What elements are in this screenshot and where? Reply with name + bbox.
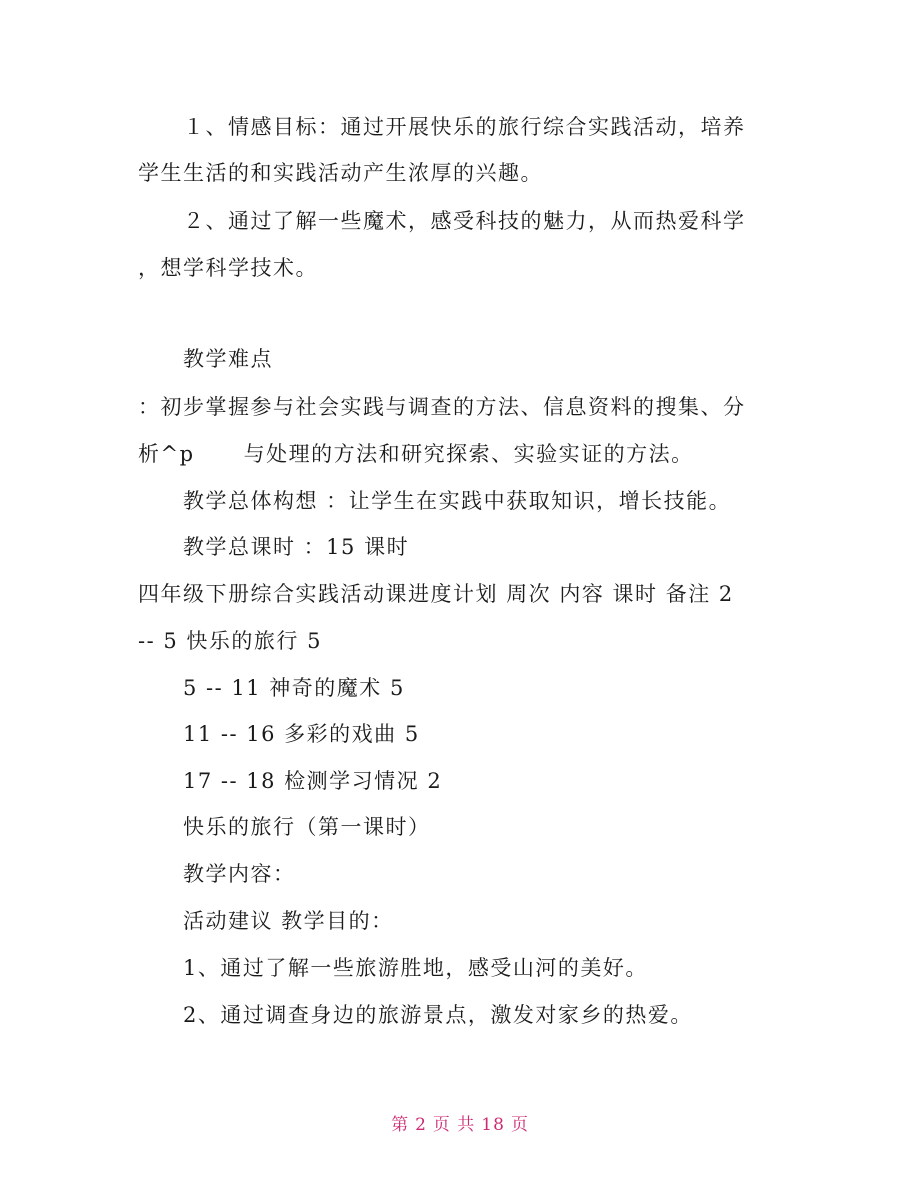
difficulty-heading: 教学难点 xyxy=(183,347,273,371)
schedule-row-2: 5 -- 11 神奇的魔术 5 xyxy=(183,676,405,700)
lesson-title: 快乐的旅行（第一课时） xyxy=(183,815,431,839)
difficulty-text: ：初步掌握参与社会实践与调查的方法、信息资料的搜集、分 xyxy=(138,395,746,419)
footer-middle: 页 共 xyxy=(432,1115,476,1135)
footer-page-number: 2 xyxy=(415,1115,427,1135)
page-footer xyxy=(0,1113,920,1137)
schedule-row-3: 11 -- 16 多彩的戏曲 5 xyxy=(183,722,420,746)
goal-line-1-cont: 学生生活的和实践活动产生浓厚的兴趣。 xyxy=(138,161,543,185)
overall-concept: 教学总体构想 ：让学生在实践中获取知识，增长技能。 xyxy=(183,489,732,513)
schedule-header: 四年级下册综合实践活动课进度计划 周次 内容 课时 备注 2 xyxy=(138,582,734,606)
lesson-goal-1: 1、通过了解一些旅游胜地，感受山河的美好。 xyxy=(183,956,648,980)
activity-suggestion: 活动建议 教学目的： xyxy=(183,909,394,933)
goal-line-2: ２、通过了解一些魔术，感受科技的魅力，从而热爱科学 xyxy=(183,209,746,233)
schedule-row-1: -- 5 快乐的旅行 5 xyxy=(138,629,322,653)
schedule-row-4: 17 -- 18 检测学习情况 2 xyxy=(183,769,443,793)
lesson-content-label: 教学内容： xyxy=(183,862,296,886)
goal-line-1: １、情感目标：通过开展快乐的旅行综合实践活动，培养 xyxy=(183,115,746,139)
difficulty-text-cont: 析^p 与处理的方法和研究探索、实验实证的方法。 xyxy=(138,442,694,466)
goal-line-2-cont: ，想学科学技术。 xyxy=(138,256,318,280)
footer-total-pages: 18 xyxy=(481,1115,505,1135)
footer-suffix: 页 xyxy=(510,1115,529,1135)
footer-prefix: 第 xyxy=(391,1115,410,1135)
total-hours: 教学总课时 ：15 课时 xyxy=(183,535,410,559)
lesson-goal-2: 2、通过调查身边的旅游景点，激发对家乡的热爱。 xyxy=(183,1003,693,1027)
